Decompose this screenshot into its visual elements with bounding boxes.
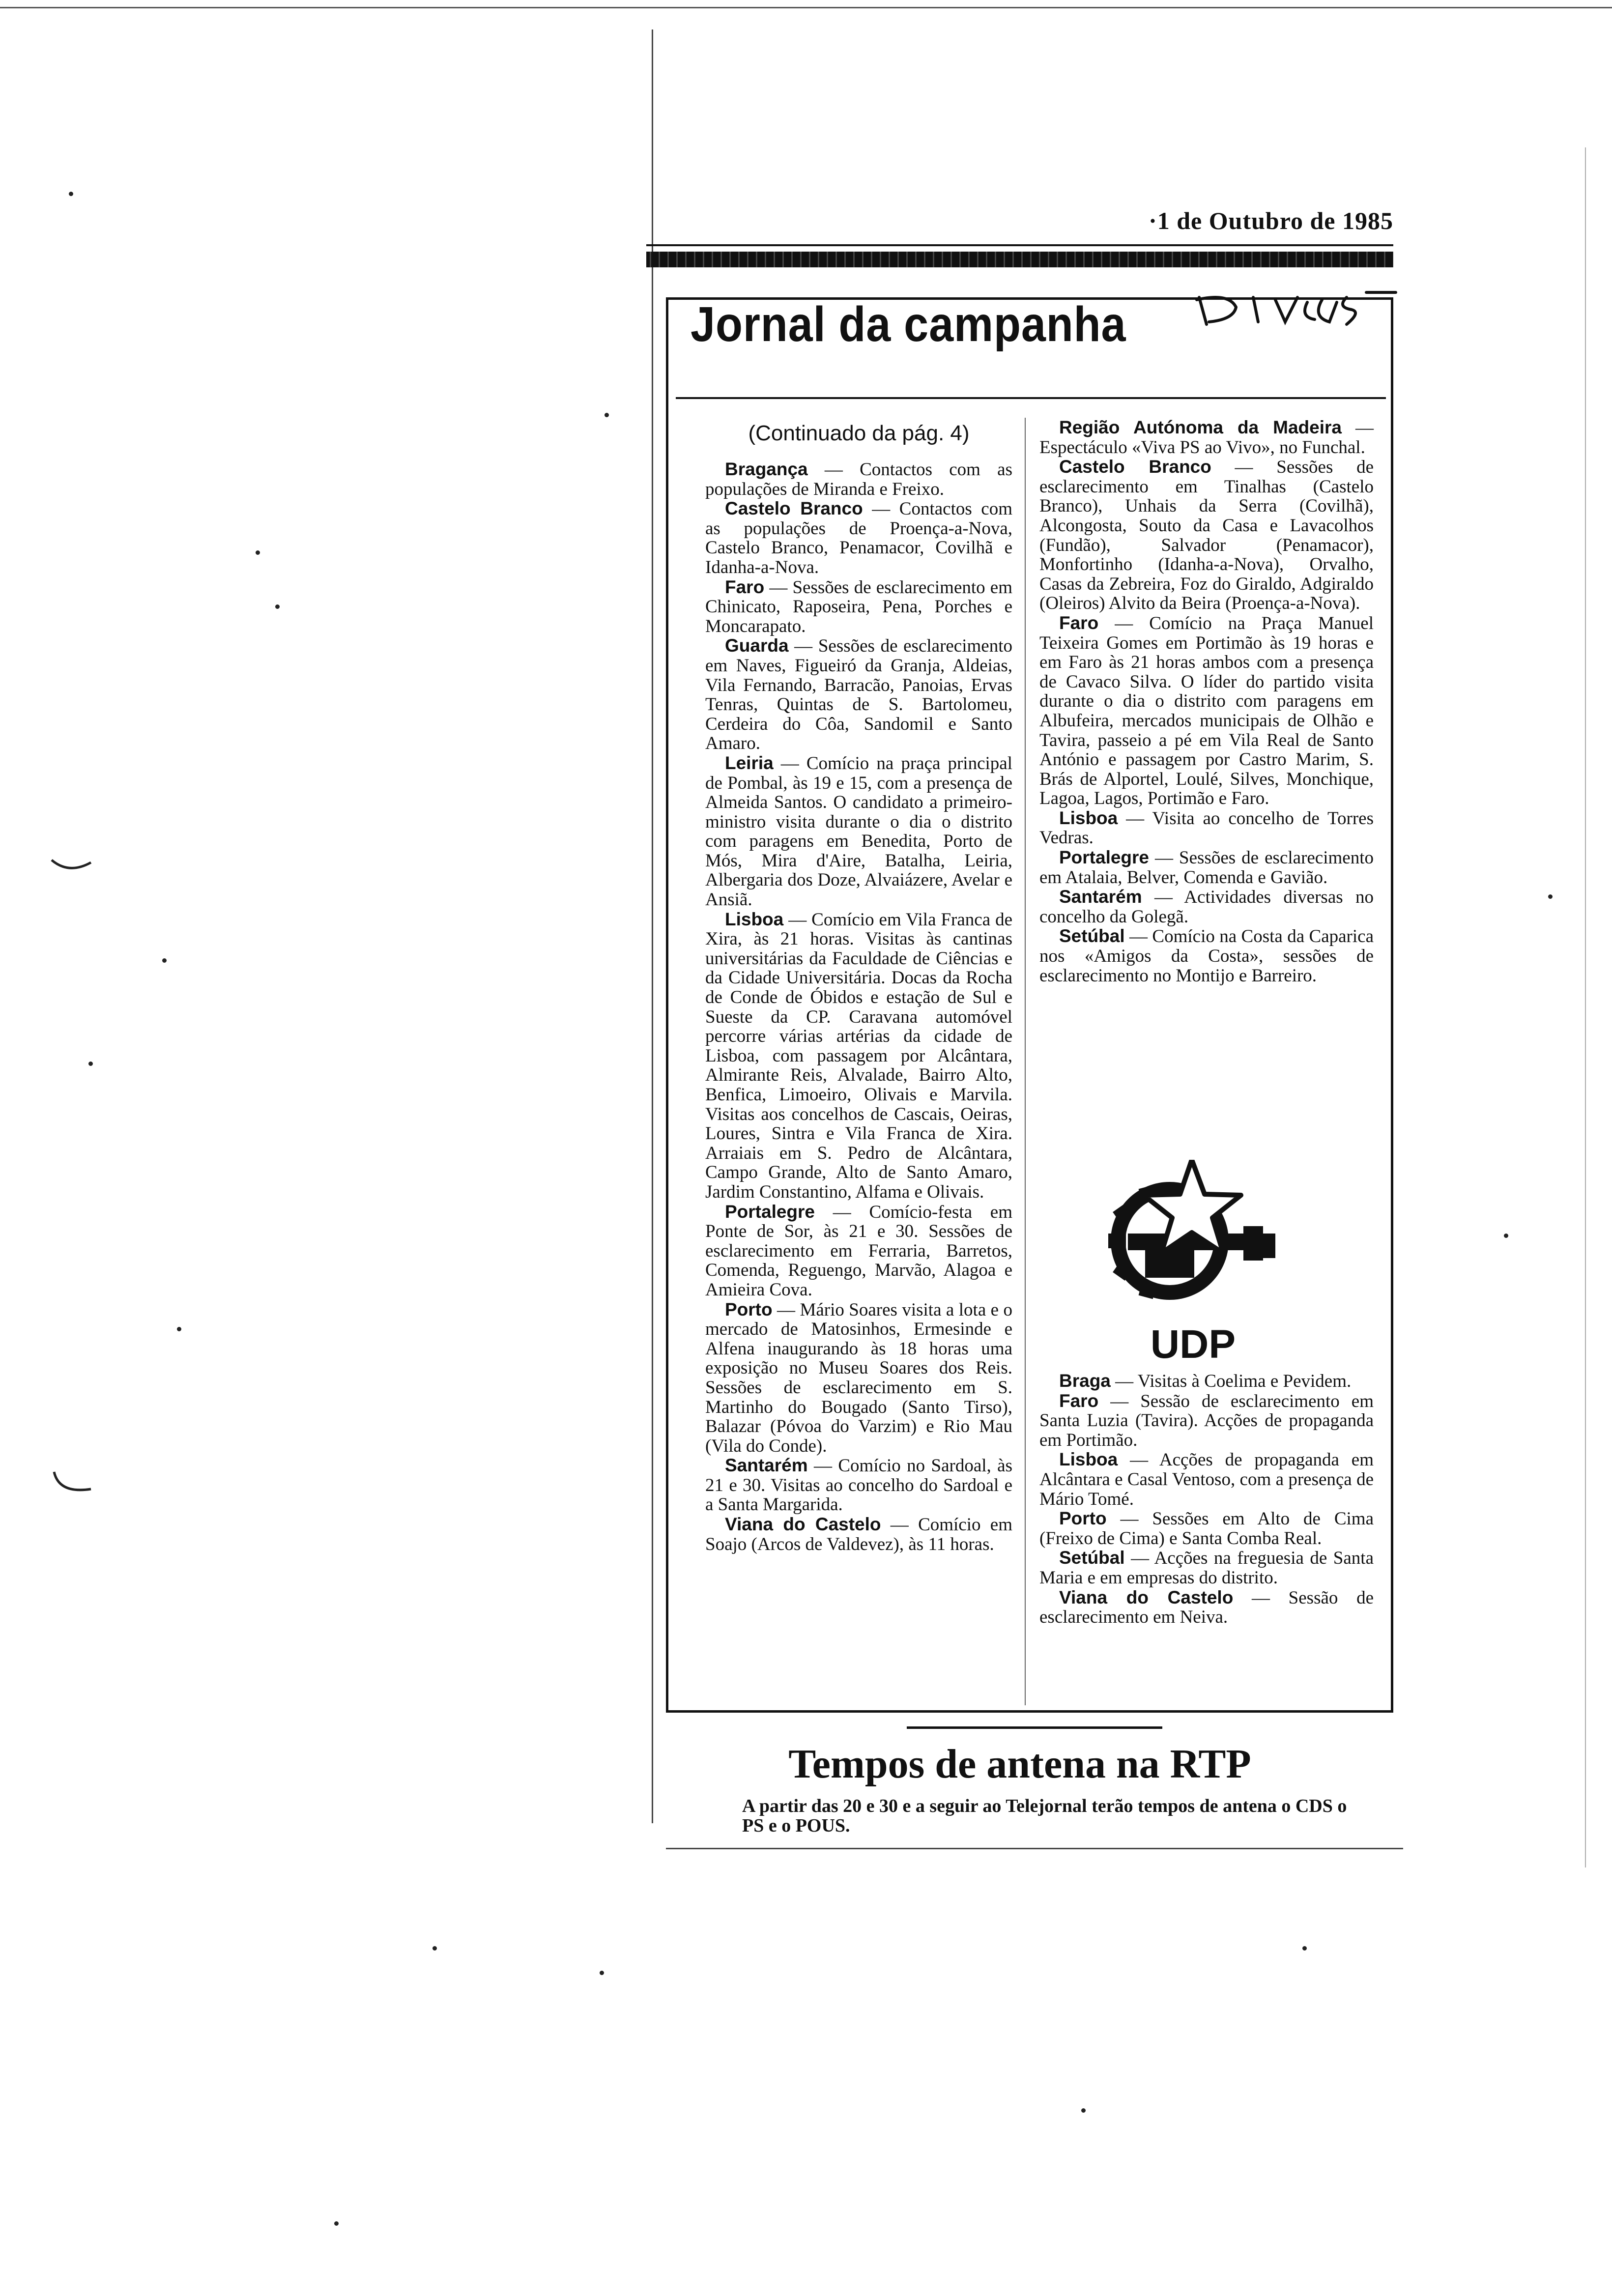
speck [256, 550, 260, 555]
entry-text: — Comício em Vila Franca de Xira, às 21 horas. Visitas às cantinas universitárias da Faculdade de Ciências e da Cidade Universitária. Docas da Rocha de Conde de Óbidos e estação de Sul e Sueste da CP. Caravana automóvel percorre várias artérias da cidade de Lisboa, com passagem por Alcântara, Almirante Reis, Alvalade, Bairro Alto, Benfica, Limoeiro, Olivais e Marvila. Visitas aos concelhos de Cascais, Oeiras, Loures, Sintra e Vila Franca de Xira. Arraiais em S. Pedro de Alcântara, Campo Grande, Alto de Santo Amaro, Jardim Constantino, Alfama e Olivais. [705, 909, 1012, 1202]
entry-text: — Mário Soares visita a lota e o mercado de Matosinhos, Ermesinde e Alfena inaugurando às 18 horas uma exposição no Museu Soares dos Reis. Sessões de esclarecimento em S. Martinho do Bougado (Santo Tirso), Balazar (Póvoa do Varzim) e Rio Mau (Vila do Conde). [705, 1299, 1012, 1456]
campaign-entry [1039, 457, 1374, 613]
speck [69, 192, 73, 196]
speck [1548, 894, 1553, 899]
entry-text: — Comício na Praça Manuel Teixeira Gomes em Portimão às 19 horas e em Faro às 21 horas ambos com a presença de Cavaco Silva. O líder do partido visita durante o dia o distrito com paragens em Albufeira, mercados municipais de Olhão e Tavira, passeio a pé em Vila Real de Santo António e passagem por Castro Marim, S. Brás de Alportel, Loulé, Silves, Monchique, Lagoa, Lagos, Portimão e Faro. [1039, 613, 1374, 809]
entry-place: Região Autónoma da Madeira [1059, 417, 1342, 437]
speck [334, 2221, 339, 2226]
entry-place: Bragança [725, 459, 808, 479]
entry-text: — Sessão de esclarecimento em Santa Luzia (Tavira). Acções de propaganda em Portimão. [1039, 1391, 1374, 1450]
speck [604, 413, 609, 417]
entry-place: Porto [725, 1299, 773, 1320]
campaign-entry [1039, 1588, 1374, 1627]
udp-logo-label: UDP [1150, 1322, 1236, 1367]
right-column [1039, 418, 1374, 985]
entry-place: Faro [1059, 1390, 1099, 1411]
entry-place: Castelo Branco [1059, 457, 1211, 477]
footer-text: A partir das 20 e 30 e a seguir ao Telejornal terão tempos de antena o CDS o PS e o POUS. [742, 1796, 1347, 1836]
entry-place: Castelo Branco [725, 498, 863, 519]
entry-place: Porto [1059, 1508, 1107, 1529]
entry-text: — Actividades diversas no concelho da Golegã. [1039, 887, 1374, 927]
campaign-entry [705, 577, 1012, 636]
campaign-entry [705, 910, 1012, 1202]
campaign-entry [1039, 1391, 1374, 1450]
header-band [646, 252, 1393, 267]
title-rule [676, 397, 1386, 399]
campaign-entry [1039, 1509, 1374, 1548]
campaign-entry [705, 1202, 1012, 1300]
entry-place: Portalegre [725, 1201, 815, 1222]
speck [432, 1946, 437, 1951]
campaign-entry [705, 753, 1012, 910]
newspaper-clipping [646, 29, 1393, 1836]
entry-place: Lisboa [1059, 1449, 1118, 1470]
column-rule [1025, 418, 1026, 1705]
entry-place: Viana do Castelo [725, 1514, 881, 1535]
campaign-entry [1039, 887, 1374, 926]
campaign-entry [705, 1456, 1012, 1515]
entry-text: — Sessões de esclarecimento em Naves, Figueiró da Granja, Aldeias, Vila Fernando, Barracão, Panoias, Ervas Tenras, Quintas de S. Bartolomeu, Cerdeira do Côa, Sandomil e Santo Amaro. [705, 636, 1012, 754]
footer-rule [907, 1726, 1162, 1729]
footer-title: Tempos de antena na RTP [788, 1741, 1251, 1787]
entry-place: Faro [725, 576, 765, 597]
entry-place: Lisboa [725, 909, 784, 929]
margin-mark [49, 855, 93, 875]
bottom-rule [666, 1848, 1403, 1849]
entry-text: — Acções de propaganda em Alcântara e Casal Ventoso, com a presença de Mário Tomé. [1039, 1450, 1374, 1509]
campaign-entry [705, 459, 1012, 499]
speck [88, 1062, 93, 1066]
continued-note: (Continuado da pág. 4) [748, 421, 970, 445]
entry-place: Santarém [1059, 887, 1142, 907]
entry-place: Santarém [725, 1455, 808, 1476]
entry-place: Portalegre [1059, 847, 1150, 868]
entry-text: — Comício em Soajo (Arcos de Valdevez), às 11 horas. [705, 1515, 1012, 1554]
campaign-entry [1039, 418, 1374, 457]
speck [1081, 2108, 1086, 2113]
entry-text: — Comício na praça principal de Pombal, às 19 e 15, com a presença de Almeida Santos. O candidato a primeiro-ministro visita durante o dia o distrito com paragens em Benedita, Porto de Mós, Mira d'Aire, Batalha, Leiria, Albergaria dos Doze, Alvaiázere, Avelar e Ansiã. [705, 753, 1012, 910]
entry-place: Guarda [725, 635, 789, 656]
left-column [705, 459, 1012, 1554]
entry-place: Setúbal [1059, 926, 1125, 947]
speck [1302, 1946, 1307, 1951]
entry-text: — Visitas à Coelima e Pevidem. [1110, 1371, 1352, 1391]
entry-text: — Visita ao concelho de Torres Vedras. [1039, 808, 1374, 848]
campaign-entry [1039, 926, 1374, 985]
scan-top-rule [0, 7, 1612, 8]
speck [1504, 1234, 1508, 1238]
entry-text: — Espectáculo «Viva PS ao Vivo», no Funchal. [1039, 418, 1374, 458]
speck [275, 604, 280, 609]
campaign-entry [1039, 1450, 1374, 1509]
entry-place: Setúbal [1059, 1548, 1125, 1568]
handwritten-note [1189, 278, 1406, 332]
campaign-entry [1039, 1548, 1374, 1587]
date-line: ·1 de Outubro de 1985 [1149, 207, 1393, 234]
scan-right-edge [1585, 147, 1586, 1867]
udp-column [1039, 1371, 1374, 1627]
entry-text: — Contactos com as populações de Proença-a-Nova, Castelo Branco, Penamacor, Covilhã e Idanha-a-Nova. [705, 499, 1012, 577]
entry-text: — Sessões de esclarecimento em Chinicato, Raposeira, Pena, Porches e Moncarapato. [705, 577, 1012, 636]
entry-place: Viana do Castelo [1059, 1587, 1234, 1607]
speck [162, 958, 167, 963]
entry-text: — Sessões de esclarecimento em Atalaia, Belver, Comenda e Gavião. [1039, 848, 1374, 888]
entry-text: — Comício na Costa da Caparica nos «Amigos da Costa», sessões de esclarecimento no Montijo e Barreiro. [1039, 926, 1374, 986]
campaign-entry [705, 1515, 1012, 1554]
entry-text: — Sessão de esclarecimento em Neiva. [1039, 1587, 1374, 1628]
campaign-entry [1039, 808, 1374, 848]
entry-place: Leiria [725, 752, 774, 773]
entry-text: — Sessões em Alto de Cima (Freixo de Cima) e Santa Comba Real. [1039, 1509, 1374, 1549]
campaign-entry [1039, 848, 1374, 887]
entry-text: — Comício-festa em Ponte de Sor, às 21 e 30. Sessões de esclarecimento em Ferraria, Barretos, Comenda, Reguengo, Marvão, Alagoa e Amieira Cova. [705, 1202, 1012, 1300]
speck [177, 1327, 181, 1331]
section-title: Jornal da campanha [691, 297, 1126, 352]
entry-place: Lisboa [1059, 807, 1118, 828]
entry-place: Braga [1059, 1371, 1111, 1391]
campaign-entry [705, 1300, 1012, 1456]
margin-mark [49, 1469, 93, 1499]
campaign-entry [705, 636, 1012, 753]
entry-text: — Contactos com as populações de Miranda e Freixo. [705, 459, 1012, 499]
entry-text: — Sessões de esclarecimento em Tinalhas (Castelo Branco), Unhais da Serra (Covilhã), Alcongosta, Souto da Casa e Lavacolhos (Fundão), Salvador (Penamacor), Monfortinho (Idanha-a-Nova), Orvalho, Casas da Zebreira, Foz do Giraldo, Adgiraldo (Oleiros) Alvito da Beira (Proença-a-Nova). [1039, 457, 1374, 614]
entry-text: — Acções na freguesia de Santa Maria e em empresas do distrito. [1039, 1548, 1374, 1588]
campaign-entry [1039, 613, 1374, 808]
speck [600, 1971, 604, 1975]
campaign-entry [1039, 1371, 1374, 1391]
header-rule [646, 244, 1393, 246]
campaign-entry [705, 499, 1012, 577]
entry-text: — Comício no Sardoal, às 21 e 30. Visitas ao concelho do Sardoal e a Santa Margarida. [705, 1456, 1012, 1515]
entry-place: Faro [1059, 612, 1099, 633]
